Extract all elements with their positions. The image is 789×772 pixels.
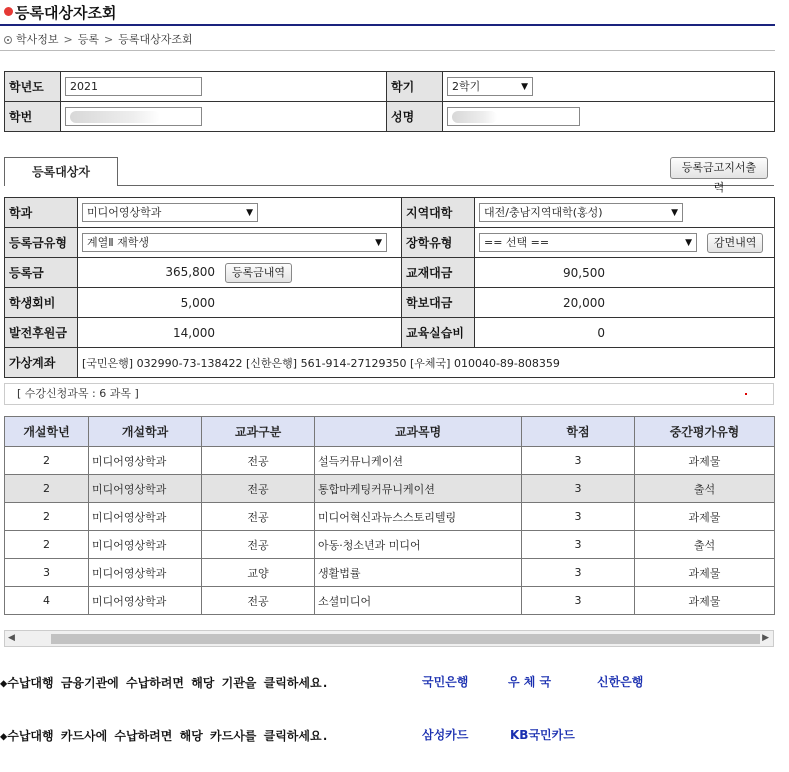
- region-select-value: 대전/충남지역대학(홍성): [484, 206, 603, 219]
- virtual-account-label: 가상계좌: [5, 348, 78, 378]
- bank-link-post-office[interactable]: 우 체 국: [508, 675, 552, 689]
- column-header[interactable]: 교과구분: [202, 417, 315, 447]
- cell-eval-type: 과제물: [635, 503, 775, 531]
- cell-category: 전공: [202, 531, 315, 559]
- marker-dot-icon: [745, 393, 747, 395]
- breadcrumb-bullet-icon: [4, 36, 12, 44]
- scholarship-label: 장학유형: [402, 228, 475, 258]
- table-row[interactable]: [5, 503, 775, 531]
- cell-grade: 2: [5, 447, 89, 475]
- cell-grade: 3: [5, 559, 89, 587]
- region-select[interactable]: [479, 203, 683, 222]
- chevron-down-icon: ▼: [521, 82, 528, 92]
- cell-eval-type: 출석: [635, 531, 775, 559]
- cell-course-name: 미디어혁신과뉴스스토리텔링: [315, 503, 522, 531]
- dept-label: 학과: [5, 198, 78, 228]
- card-link-samsung[interactable]: 삼성카드: [422, 728, 469, 742]
- cell-credits: 3: [522, 587, 635, 615]
- cell-grade: 2: [5, 475, 89, 503]
- page-title: 등록대상자조회: [15, 4, 117, 22]
- cell-credits: 3: [522, 475, 635, 503]
- breadcrumb: [4, 31, 193, 47]
- cell-grade: 2: [5, 503, 89, 531]
- tuition-label: 등록금: [5, 258, 78, 288]
- tuition-details-button[interactable]: 등록금내역: [225, 263, 292, 283]
- council-fee-value: 5,000: [180, 295, 215, 310]
- redacted-value: [452, 111, 497, 123]
- cell-credits: 3: [522, 531, 635, 559]
- column-header[interactable]: 중간평가유형: [635, 417, 775, 447]
- breadcrumb-item: 등록대상자조회: [118, 33, 193, 46]
- fee-type-select[interactable]: [82, 233, 387, 252]
- student-id-input[interactable]: [65, 107, 202, 126]
- cell-dept: 미디어영상학과: [89, 475, 202, 503]
- fee-type-select-value: 계열Ⅱ 재학생: [87, 236, 150, 249]
- bank-link-kookmin[interactable]: 국민은행: [422, 675, 469, 689]
- cell-course-name: 아동·청소년과 미디어: [315, 531, 522, 559]
- cell-category: 교양: [202, 559, 315, 587]
- chevron-down-icon: ▼: [671, 208, 678, 218]
- column-header[interactable]: 개설학년: [5, 417, 89, 447]
- cell-eval-type: 출석: [635, 475, 775, 503]
- reduction-details-button[interactable]: 감면내역: [707, 233, 764, 253]
- cell-eval-type: 과제물: [635, 587, 775, 615]
- cell-credits: 3: [522, 503, 635, 531]
- breadcrumb-separator-icon: >: [63, 33, 73, 46]
- student-search-form: [4, 71, 775, 132]
- chevron-down-icon: ▼: [246, 208, 253, 218]
- course-table: [4, 416, 775, 615]
- table-row[interactable]: [5, 587, 775, 615]
- cell-grade: 4: [5, 587, 89, 615]
- breadcrumb-item[interactable]: 학사정보: [16, 33, 59, 46]
- tab-divider: [4, 185, 774, 186]
- donation-label: 발전후원금: [5, 318, 78, 348]
- cell-dept: 미디어영상학과: [89, 559, 202, 587]
- textbook-value: 90,500: [563, 265, 605, 280]
- cell-credits: 3: [522, 559, 635, 587]
- region-label: 지역대학: [402, 198, 475, 228]
- column-header[interactable]: 학점: [522, 417, 635, 447]
- cell-course-name: 통합마케팅커뮤니케이션: [315, 475, 522, 503]
- cell-dept: 미디어영상학과: [89, 587, 202, 615]
- print-bill-button[interactable]: 등록금고지서출력: [670, 157, 768, 179]
- scholarship-select[interactable]: [479, 233, 697, 252]
- title-bullet-icon: [4, 7, 13, 16]
- chevron-down-icon: ▼: [375, 238, 382, 248]
- name-label: 성명: [387, 102, 443, 132]
- newspaper-fee-label: 학보대금: [402, 288, 475, 318]
- cell-dept: 미디어영상학과: [89, 447, 202, 475]
- cell-course-name: 설득커뮤니케이션: [315, 447, 522, 475]
- council-fee-label: 학생회비: [5, 288, 78, 318]
- tuition-value: 365,800: [165, 264, 215, 279]
- cell-category: 전공: [202, 475, 315, 503]
- dept-select-value: 미디어영상학과: [87, 206, 162, 219]
- table-row[interactable]: [5, 475, 775, 503]
- cell-course-name: 생활법률: [315, 559, 522, 587]
- table-row[interactable]: [5, 559, 775, 587]
- cell-category: 전공: [202, 447, 315, 475]
- practice-fee-label: 교육실습비: [402, 318, 475, 348]
- tab-registration-target[interactable]: 등록대상자: [4, 157, 118, 186]
- newspaper-fee-value: 20,000: [563, 295, 605, 310]
- cell-category: 전공: [202, 503, 315, 531]
- cell-grade: 2: [5, 531, 89, 559]
- fee-type-label: 등록금유형: [5, 228, 78, 258]
- table-header-row: [5, 417, 775, 447]
- column-header[interactable]: 교과목명: [315, 417, 522, 447]
- term-label: 학기: [387, 72, 443, 102]
- chevron-down-icon: ▼: [685, 238, 692, 248]
- cell-course-name: 소셜미디어: [315, 587, 522, 615]
- horizontal-scrollbar[interactable]: [4, 630, 774, 647]
- table-row[interactable]: [5, 531, 775, 559]
- cell-dept: 미디어영상학과: [89, 503, 202, 531]
- year-label: 학년도: [5, 72, 61, 102]
- year-input[interactable]: 2021: [65, 77, 202, 96]
- scholarship-select-value: == 선택 ==: [484, 236, 550, 249]
- virtual-account-value: [국민은행] 032990-73-138422 [신한은행] 561-914-27129350 [우체국] 010040-89-808359: [78, 348, 775, 378]
- cell-dept: 미디어영상학과: [89, 531, 202, 559]
- bank-link-shinhan[interactable]: 신한은행: [597, 675, 644, 689]
- scroll-right-icon[interactable]: ▶: [762, 633, 769, 643]
- table-row[interactable]: [5, 447, 775, 475]
- cell-category: 전공: [202, 587, 315, 615]
- scroll-left-icon[interactable]: ◀: [8, 633, 15, 643]
- bank-payment-instruction: ◆수납대행 금융기관에 수납하려면 해당 기관을 클릭하세요.: [0, 676, 329, 690]
- practice-fee-value: 0: [597, 325, 605, 340]
- column-header[interactable]: 개설학과: [89, 417, 202, 447]
- breadcrumb-item[interactable]: 등록: [77, 33, 99, 46]
- page-header: [0, 0, 775, 26]
- textbook-label: 교재대금: [402, 258, 475, 288]
- courses-summary-text: [ 수강신청과목 : 6 과목 ]: [17, 387, 139, 400]
- registration-info-table: [4, 197, 775, 378]
- student-id-label: 학번: [5, 102, 61, 132]
- cell-eval-type: 과제물: [635, 447, 775, 475]
- breadcrumb-separator-icon: >: [104, 33, 114, 46]
- cell-credits: 3: [522, 447, 635, 475]
- cell-eval-type: 과제물: [635, 559, 775, 587]
- courses-summary: [4, 383, 774, 405]
- card-link-kb[interactable]: KB국민카드: [510, 728, 575, 742]
- scrollbar-thumb[interactable]: [51, 634, 760, 644]
- donation-value: 14,000: [173, 325, 215, 340]
- divider: [0, 50, 775, 51]
- redacted-value: [70, 111, 160, 123]
- term-select[interactable]: [447, 77, 533, 96]
- name-input[interactable]: [447, 107, 580, 126]
- dept-select[interactable]: [82, 203, 258, 222]
- card-payment-instruction: ◆수납대행 카드사에 수납하려면 해당 카드사를 클릭하세요.: [0, 729, 329, 743]
- term-select-value: 2학기: [452, 80, 481, 93]
